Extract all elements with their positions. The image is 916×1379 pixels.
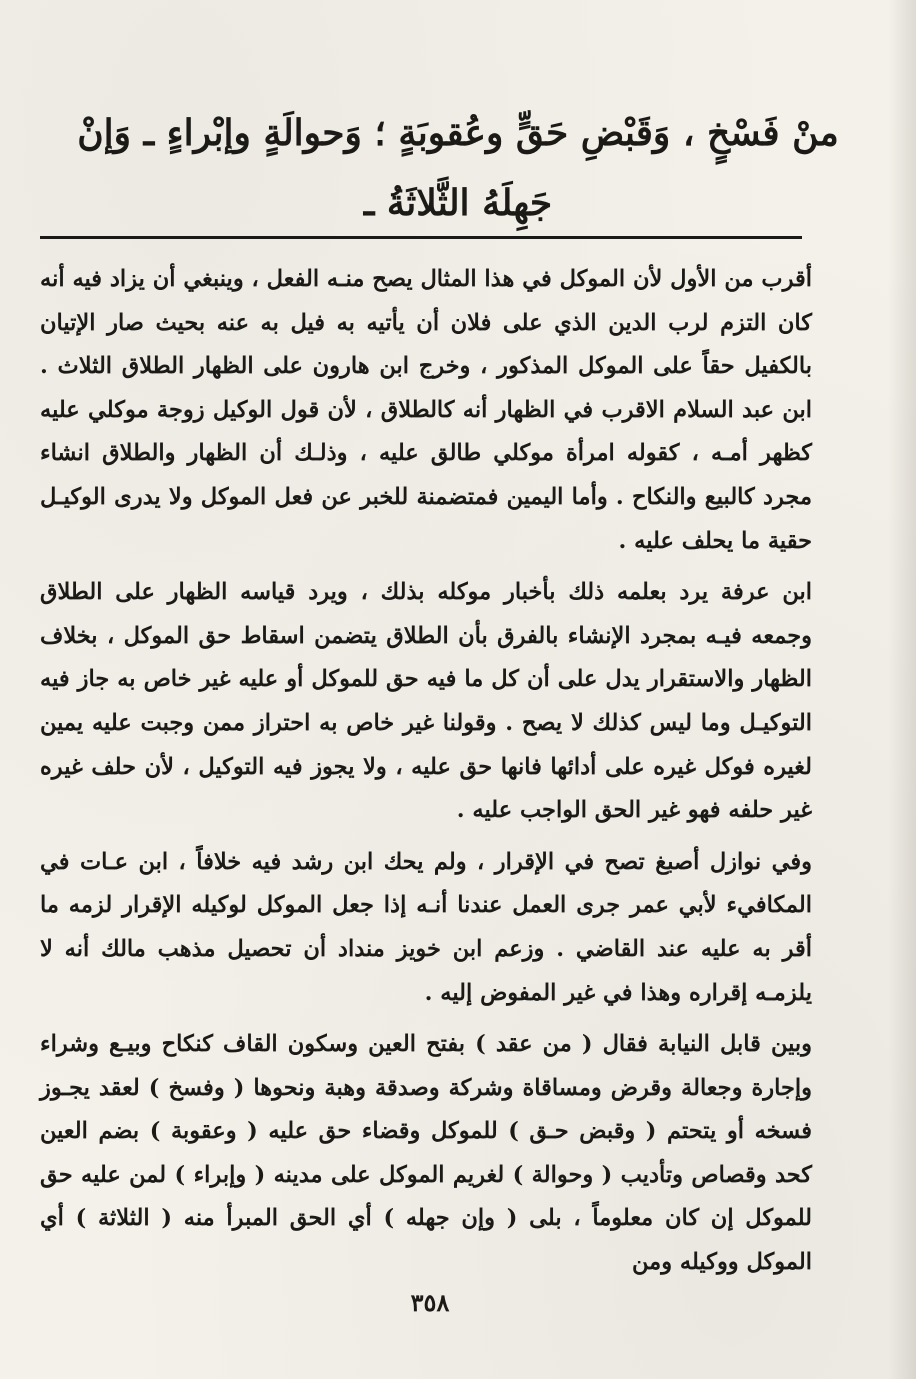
verse-heading (40, 98, 876, 238)
heading-line-2: جَهِلَهُ الثَّلاثَةُ ـ (363, 182, 553, 224)
heading-line-1: منْ فَسْخٍ ، وَقَبْضِ حَقٍّ وعُقوبَةٍ ؛ وَحوالَةٍ وإبْراءٍ ـ وَإنْ (77, 112, 839, 154)
commentary-text (40, 258, 812, 1285)
paragraph-2: ابن عرفة يرد بعلمه ذلك بأخبار موكله بذلك ، ويرد قياسه الظهار على الطلاق وجمعه فيـه بمجرد الإنشاء بالفرق بأن الطلاق يتضمن اسقاط حق الموكل ، بخلاف الظهار والاستقرار يدل على أن كل ما فيه حق للموكل أو عليه غير خاص به جاز فيه التوكيـل وما ليس كذلك لا يصح . وقولنا غير خاص به احتراز ممن وجبت عليه يمين لغيره فوكل غيره على أدائها فانها حق عليه ، ولا يجوز فيه التوكيل ، لأن حلف غيره غير حلفه فهو غير الحق الواجب عليه . (40, 579, 812, 824)
page-edge-shadow (888, 0, 916, 1379)
paragraph-1: أقرب من الأول لأن الموكل في هذا المثال يصح منـه الفعل ، وينبغي أن يزاد فيه أنه كان التزم لرب الدين الذي على فلان أن يأتيه به فيل به عنه بحيث صار الإتيان بالكفيل حقاً على الموكل المذكور ، وخرج ابن هارون على الظهار الطلاق الثلاث . ابن عبد السلام الاقرب في الظهار أنه كالطلاق ، لأن قول الوكيل زوجة موكلي عليه كظهر أمـه ، كقوله امرأة موكلي طالق عليه ، وذلـك أن الظهار والطلاق انشاء مجرد كالبيع والنكاح . وأما اليمين فمتضمنة للخبر عن فعل الموكل ولا يدرى الوكيـل حقية ما يحلف عليه . (40, 266, 812, 554)
paragraph-3: وفي نوازل أصبغ تصح في الإقرار ، ولم يحك ابن رشد فيه خلافاً ، ابن عـات في المكافيء لأبي عمر جرى العمل عندنا أنـه إذا جعل الموكل لوكيله الإقرار لزمه ما أقر به عليه عند القاضي . وزعم ابن خويز منداد أن تحصيل مذهب مالك أنه لا يلزمـه إقراره وهذا في غير المفوض إليه . (40, 848, 812, 1006)
page-number: ٣٥٨ (410, 1288, 450, 1317)
paragraph-4: وبين قابل النيابة فقال ( من عقد ) بفتح العين وسكون القاف كنكاح وبيـع وشراء وإجارة وجعالة وقرض ومساقاة وشركة وصدقة وهبة ونحوها ( وفسخ ) لعقد يجـوز فسخه أو يتحتم ( وقبض حـق ) للموكل وقضاء حق عليه ( وعقوبة ) بضم العين كحد وقصاص وتأديب ( وحوالة ) لغريم الموكل على مدينه ( وإبراء ) لمن عليه حق للموكل إن كان معلوماً ، بلى ( وإن جهله ) أي الحق المبرأ منه ( الثلاثة ) أي الموكل ووكيله ومن (40, 1031, 812, 1276)
heading-divider (40, 236, 802, 239)
